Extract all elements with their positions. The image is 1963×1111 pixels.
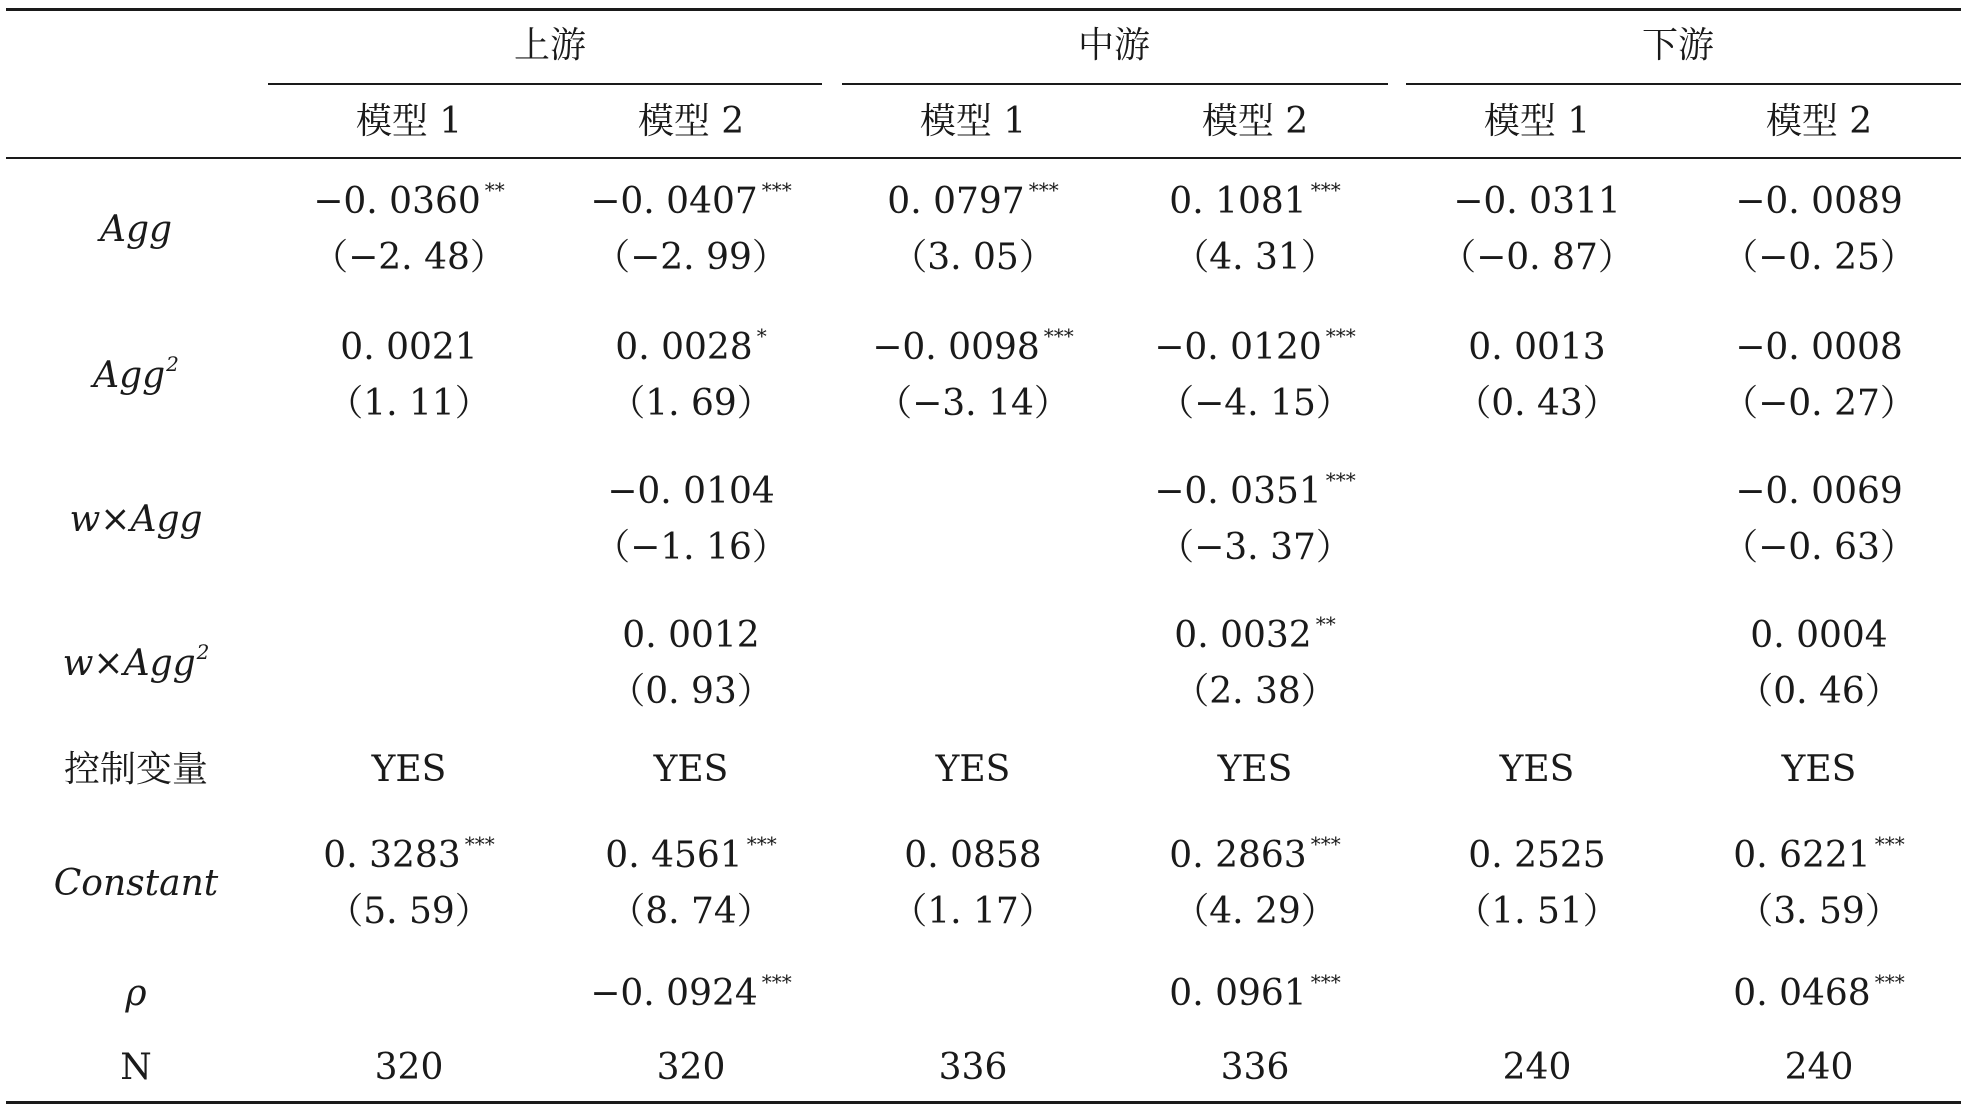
coefficient-value: 336 <box>938 1047 1008 1088</box>
coefficient-value: YES <box>371 749 447 790</box>
coefficient-cell <box>622 615 760 656</box>
coefficient-value: 0. 4561 <box>605 835 743 876</box>
coefficient-value: 240 <box>1502 1047 1572 1088</box>
model-header: 模型 1 <box>919 101 1027 142</box>
row-label-exponent: 2 <box>166 352 179 376</box>
coefficient-cell <box>1468 835 1606 876</box>
coefficient-cell <box>590 970 792 1014</box>
coefficient-value: 0. 0858 <box>904 835 1042 876</box>
row-label-text: ρ <box>125 973 147 1014</box>
coefficient-cell <box>1453 181 1621 222</box>
model-header: 模型 2 <box>1201 101 1309 142</box>
significance-stars: *** <box>761 178 792 202</box>
coefficient-cell <box>1733 970 1905 1014</box>
t-statistic-cell: （−0. 25） <box>1722 237 1916 278</box>
significance-stars: *** <box>1310 970 1341 994</box>
significance-stars: *** <box>464 832 495 856</box>
row-label-text: Agg <box>99 209 173 250</box>
coefficient-value: YES <box>1217 749 1293 790</box>
significance-stars: ** <box>484 178 505 202</box>
t-statistic-cell: （4. 31） <box>1173 237 1337 278</box>
group-underline-upstream <box>268 83 822 85</box>
coefficient-value: 0. 2863 <box>1169 835 1307 876</box>
row-label <box>120 1047 152 1088</box>
t-statistic-cell: （1. 11） <box>327 383 491 424</box>
row-label-text: N <box>120 1047 152 1088</box>
coefficient-cell <box>1169 970 1341 1014</box>
t-statistic-cell: （−0. 63） <box>1722 527 1916 568</box>
coefficient-value: 0. 3283 <box>323 835 461 876</box>
coefficient-cell <box>1750 615 1888 656</box>
coefficient-cell <box>1154 324 1356 368</box>
coefficient-value: 336 <box>1220 1047 1290 1088</box>
t-statistic-cell: （0. 93） <box>609 671 773 712</box>
row-label-text: Agg <box>93 355 166 396</box>
coefficient-cell <box>1154 468 1356 512</box>
significance-stars: *** <box>1043 324 1074 348</box>
t-statistic-cell: （2. 38） <box>1173 671 1337 712</box>
significance-stars: *** <box>746 832 777 856</box>
group-header-downstream: 下游 <box>1641 25 1715 66</box>
significance-stars: *** <box>1325 324 1356 348</box>
coefficient-cell <box>340 327 478 368</box>
t-statistic-cell: （0. 46） <box>1737 671 1901 712</box>
row-label-text: 控制变量 <box>63 749 209 790</box>
coefficient-value: −0. 0089 <box>1735 181 1903 222</box>
coefficient-cell <box>656 1047 726 1088</box>
t-statistic-cell: （3. 05） <box>891 237 1055 278</box>
row-label-text: Constant <box>53 863 219 904</box>
coefficient-value: 0. 0032 <box>1174 615 1312 656</box>
t-statistic-cell: （−4. 15） <box>1158 383 1352 424</box>
coefficient-cell <box>605 832 777 876</box>
coefficient-value: −0. 0360 <box>313 181 481 222</box>
coefficient-cell <box>374 1047 444 1088</box>
significance-stars: *** <box>1310 178 1341 202</box>
row-label-text: w×Agg <box>62 643 196 684</box>
significance-stars: ** <box>1315 612 1336 636</box>
t-statistic-cell: （−2. 99） <box>594 237 788 278</box>
model-header: 模型 2 <box>637 101 745 142</box>
t-statistic-cell: （3. 59） <box>1737 891 1901 932</box>
t-statistic-cell: （1. 51） <box>1455 891 1619 932</box>
coefficient-cell <box>590 178 792 222</box>
t-statistic-cell: （0. 43） <box>1455 383 1619 424</box>
row-label <box>53 863 219 904</box>
row-label <box>125 973 147 1014</box>
significance-stars: *** <box>1310 832 1341 856</box>
model-header: 模型 1 <box>355 101 463 142</box>
t-statistic-cell: （−0. 87） <box>1440 237 1634 278</box>
significance-stars: * <box>756 324 767 348</box>
significance-stars: *** <box>1325 468 1356 492</box>
coefficient-cell <box>1735 471 1903 512</box>
coefficient-cell <box>887 178 1059 222</box>
coefficient-cell <box>1781 749 1857 790</box>
coefficient-value: 240 <box>1784 1047 1854 1088</box>
coefficient-cell <box>1784 1047 1854 1088</box>
coefficient-value: −0. 0924 <box>590 973 758 1014</box>
t-statistic-cell: （8. 74） <box>609 891 773 932</box>
t-statistic-cell: （4. 29） <box>1173 891 1337 932</box>
row-label <box>99 209 173 250</box>
coefficient-value: −0. 0098 <box>872 327 1040 368</box>
coefficient-value: 320 <box>374 1047 444 1088</box>
coefficient-value: 0. 0012 <box>622 615 760 656</box>
t-statistic-cell: （−1. 16） <box>594 527 788 568</box>
t-statistic-cell: （1. 17） <box>891 891 1055 932</box>
row-label-exponent: 2 <box>196 640 210 664</box>
coefficient-cell <box>1468 327 1606 368</box>
coefficient-cell <box>1735 181 1903 222</box>
significance-stars: *** <box>761 970 792 994</box>
coefficient-value: 0. 0468 <box>1733 973 1871 1014</box>
coefficient-cell <box>313 178 505 222</box>
coefficient-value: 0. 6221 <box>1733 835 1871 876</box>
coefficient-value: −0. 0104 <box>607 471 775 512</box>
coefficient-value: −0. 0008 <box>1735 327 1903 368</box>
coefficient-value: 0. 2525 <box>1468 835 1606 876</box>
significance-stars: *** <box>1874 832 1905 856</box>
coefficient-cell <box>1217 749 1293 790</box>
group-underline-midstream <box>842 83 1388 85</box>
coefficient-value: 320 <box>656 1047 726 1088</box>
t-statistic-cell: （1. 69） <box>609 383 773 424</box>
coefficient-value: YES <box>1781 749 1857 790</box>
group-header-upstream: 上游 <box>513 25 587 66</box>
bottom-rule <box>6 1101 1961 1104</box>
coefficient-cell <box>1733 832 1905 876</box>
coefficient-value: YES <box>935 749 1011 790</box>
coefficient-value: 0. 0021 <box>340 327 478 368</box>
row-label <box>69 499 203 540</box>
top-rule <box>6 8 1961 11</box>
coefficient-cell <box>1169 178 1341 222</box>
group-underline-downstream <box>1406 83 1961 85</box>
coefficient-value: 0. 0797 <box>887 181 1025 222</box>
coefficient-value: −0. 0407 <box>590 181 758 222</box>
coefficient-cell <box>935 749 1011 790</box>
t-statistic-cell: （−3. 14） <box>876 383 1070 424</box>
coefficient-cell <box>872 324 1074 368</box>
coefficient-cell <box>615 324 767 368</box>
coefficient-value: −0. 0311 <box>1453 181 1621 222</box>
significance-stars: *** <box>1028 178 1059 202</box>
coefficient-value: 0. 1081 <box>1169 181 1307 222</box>
coefficient-value: −0. 0069 <box>1735 471 1903 512</box>
coefficient-cell <box>1220 1047 1290 1088</box>
coefficient-value: 0. 0004 <box>1750 615 1888 656</box>
coefficient-value: 0. 0028 <box>615 327 753 368</box>
t-statistic-cell: （−3. 37） <box>1158 527 1352 568</box>
row-label <box>63 749 209 790</box>
coefficient-cell <box>904 835 1042 876</box>
model-header: 模型 1 <box>1483 101 1591 142</box>
t-statistic-cell: （−2. 48） <box>312 237 506 278</box>
t-statistic-cell: （5. 59） <box>327 891 491 932</box>
coefficient-cell <box>371 749 447 790</box>
coefficient-value: 0. 0961 <box>1169 973 1307 1014</box>
coefficient-value: 0. 0013 <box>1468 327 1606 368</box>
coefficient-cell <box>323 832 495 876</box>
coefficient-value: −0. 0351 <box>1154 471 1322 512</box>
coefficient-value: −0. 0120 <box>1154 327 1322 368</box>
t-statistic-cell: （−0. 27） <box>1722 383 1916 424</box>
coefficient-cell <box>1735 327 1903 368</box>
coefficient-value: YES <box>1499 749 1575 790</box>
row-label <box>62 640 210 684</box>
significance-stars: *** <box>1874 970 1905 994</box>
header-rule <box>6 157 1961 159</box>
coefficient-cell <box>653 749 729 790</box>
coefficient-cell <box>1502 1047 1572 1088</box>
coefficient-cell <box>1174 612 1336 656</box>
row-label-text: w×Agg <box>69 499 203 540</box>
coefficient-value: YES <box>653 749 729 790</box>
coefficient-cell <box>1169 832 1341 876</box>
coefficient-cell <box>607 471 775 512</box>
model-header: 模型 2 <box>1765 101 1873 142</box>
group-header-midstream: 中游 <box>1077 25 1151 66</box>
coefficient-cell <box>1499 749 1575 790</box>
row-label <box>93 352 179 396</box>
coefficient-cell <box>938 1047 1008 1088</box>
